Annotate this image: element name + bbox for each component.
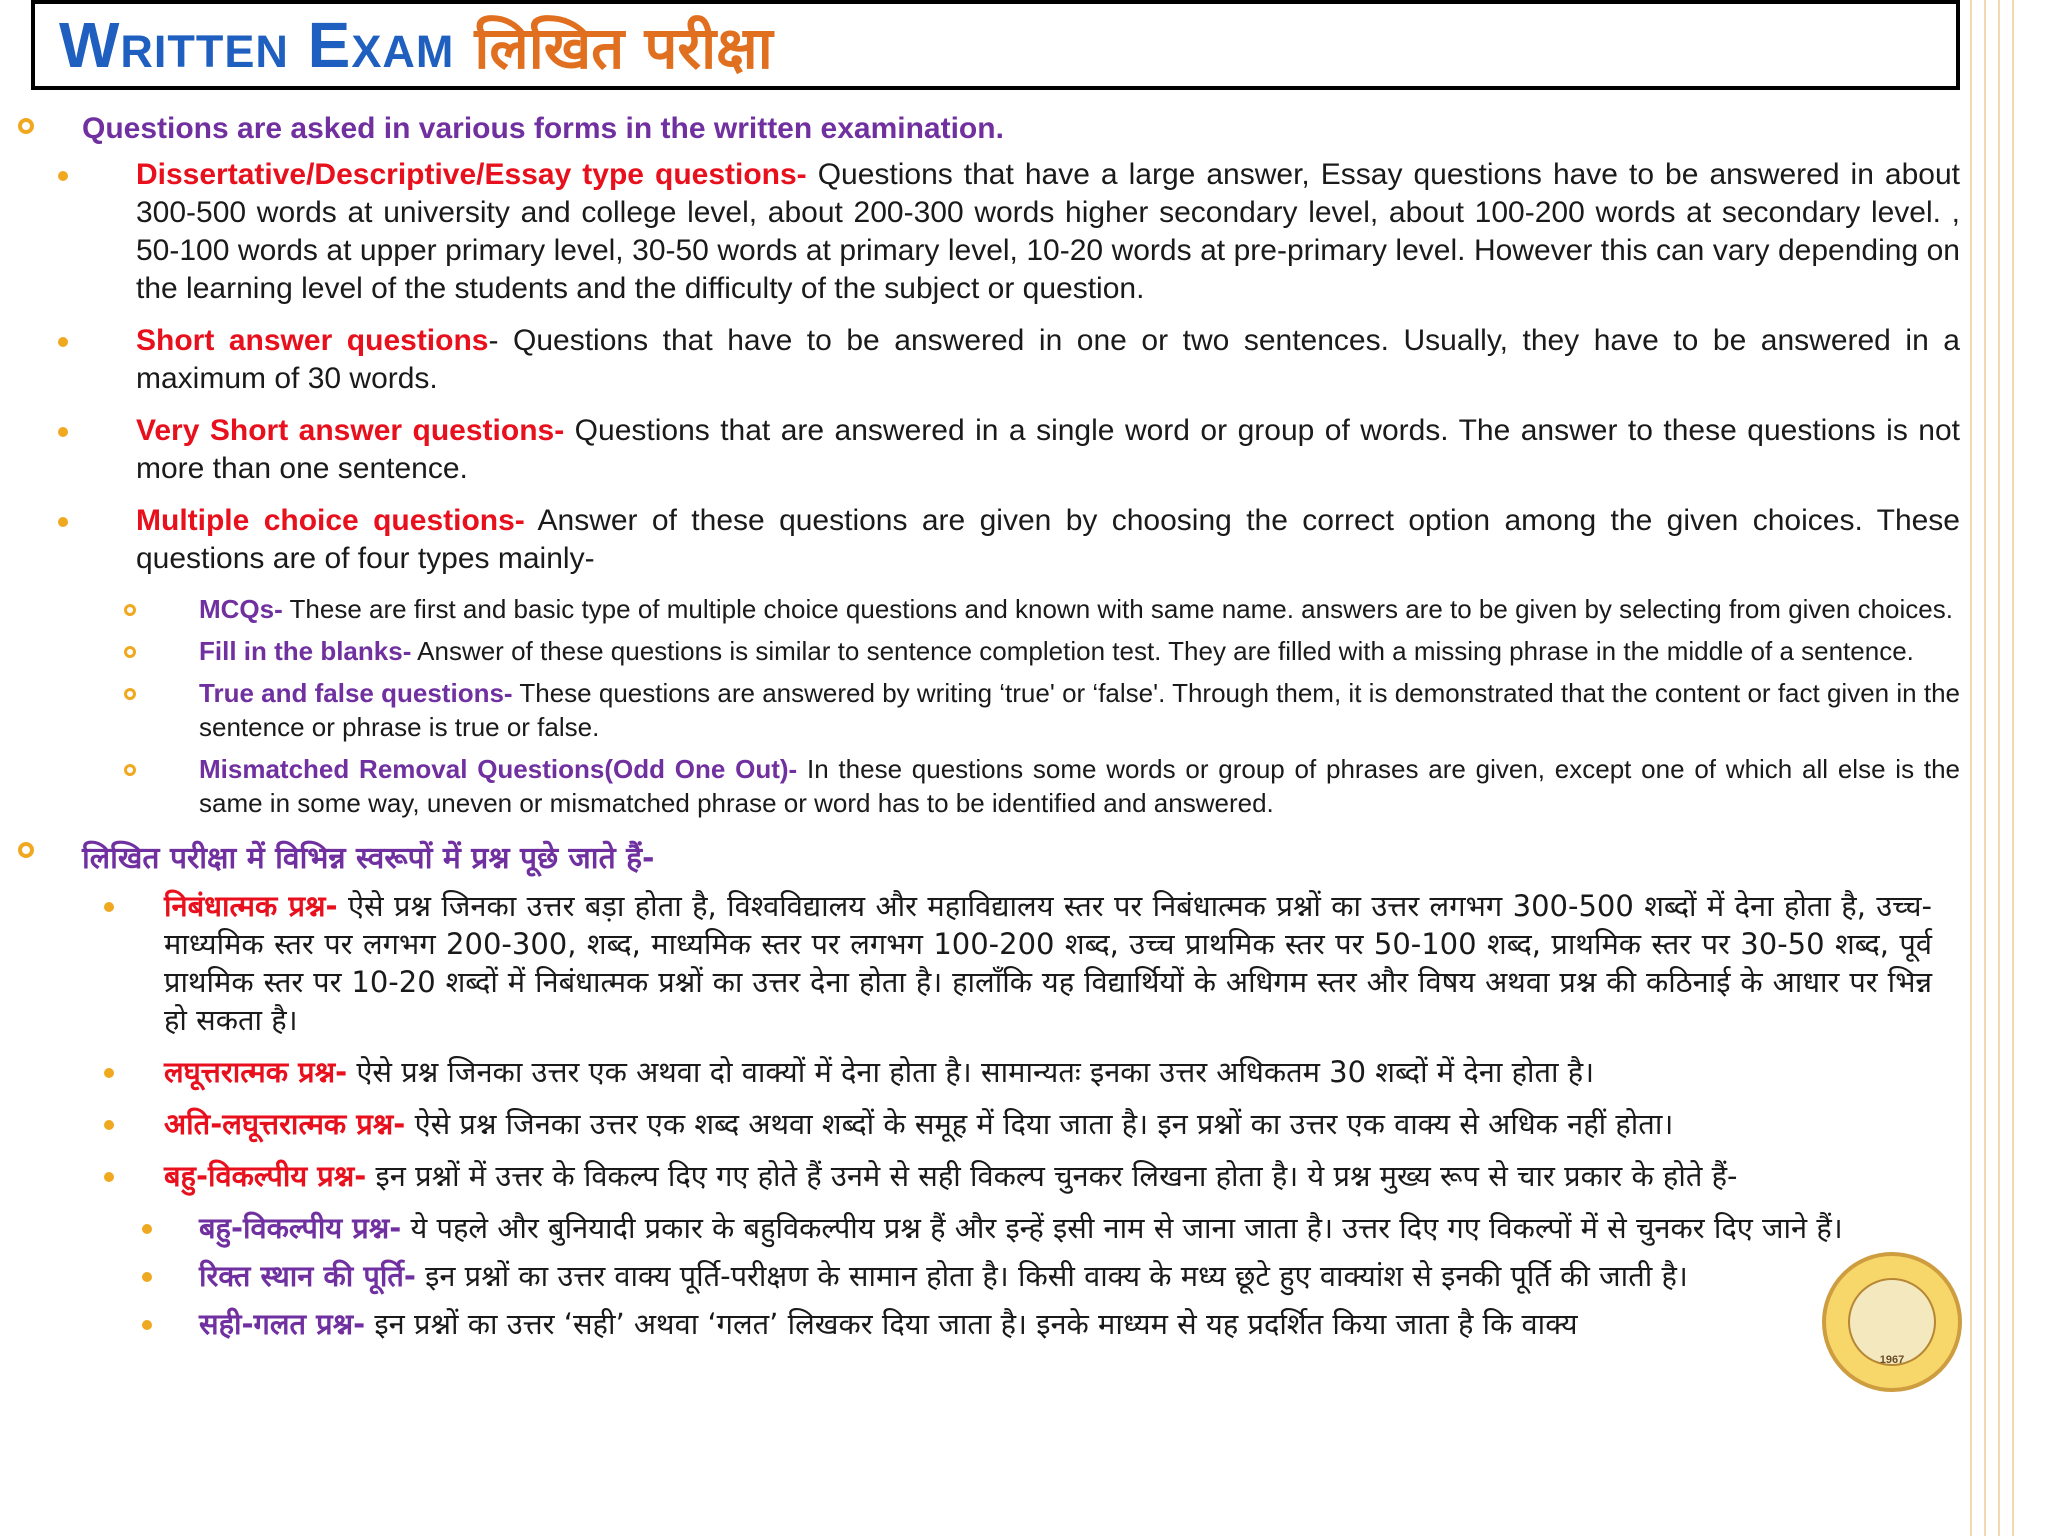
- list-item: Multiple choice questions- Answer of these questions are given by choosing the correct option among the given choices. These questions are of four types mainly-: [0, 502, 1960, 578]
- list-item: बहु-विकल्पीय प्रश्न- इन प्रश्नों में उत्तर के विकल्प दिए गए होते हैं उनमे से सही विकल्प चुनकर लिखना होता है। ये प्रश्न मुख्य रूप से चार प्रकार के होते हैं-: [0, 1157, 1960, 1195]
- hindi-intro: लिखित परीक्षा में विभिन्न स्वरूपों में प्रश्न पूछे जाते हैं-: [0, 836, 1960, 877]
- list-item: Dissertative/Descriptive/Essay type questions- Questions that have a large answer, Essay questions have to be answered in about 300-500 words at university and college level, about 200-300 words higher secondary level, about 100-200 words at secondary level. , 50-100 words at upper primary level, 30-50 words at primary level, 10-20 words at pre-primary level. However this can vary depending on the learning level of the students and the difficulty of the subject or question.: [0, 156, 1960, 308]
- dot-bullet-icon: [142, 1272, 152, 1282]
- page-title-hindi: लिखित परीक्षा: [474, 13, 773, 82]
- list-item: Very Short answer questions- Questions that are answered in a single word or group of words. The answer to these questions is not more than one sentence.: [0, 412, 1960, 488]
- sub-list-item: सही-गलत प्रश्न- इन प्रश्नों का उत्तर ‘सही’ अथवा ‘गलत’ लिखकर दिया जाता है। इनके माध्यम से यह प्रदर्शित किया जाता है कि वाक्य: [0, 1305, 1960, 1343]
- list-item: अति-लघूत्तरात्मक प्रश्न- ऐसे प्रश्न जिनका उत्तर एक शब्द अथवा शब्दों के समूह में दिया जाता है। इन प्रश्नों का उत्तर एक वाक्य से अधिक नहीं होता।: [0, 1105, 1960, 1143]
- ring-bullet-icon: [124, 688, 136, 700]
- sub-list-item: MCQs- These are first and basic type of multiple choice questions and known with same name. answers are to be given by selecting from given choices.: [0, 592, 1960, 626]
- english-intro: Questions are asked in various forms in the written examination.: [0, 112, 1960, 146]
- dot-bullet-icon: [58, 427, 68, 437]
- dot-bullet-icon: [104, 1120, 114, 1130]
- list-item: निबंधात्मक प्रश्न- ऐसे प्रश्न जिनका उत्तर बड़ा होता है, विश्वविद्यालय और महाविद्यालय स्तर पर निबंधात्मक प्रश्नों का उत्तर लगभग 300-500 शब्दों में देना होता है, उच्च-माध्यमिक स्तर पर लगभग 200-300, शब्द, माध्यमिक स्तर पर लगभग 100-200 शब्द, उच्च प्राथमिक स्तर पर 50-100 शब्द, प्राथमिक स्तर पर 30-50 शब्द, पूर्व प्राथमिक स्तर पर 10-20 शब्दों में निबंधात्मक प्रश्नों का उत्तर देना होता है। हालाँकि यह विद्यार्थियों के अधिगम स्तर और विषय अथवा प्रश्न की कठिनाई के आधार पर भिन्न हो सकता है।: [0, 887, 1960, 1039]
- ring-bullet-icon: [124, 646, 136, 658]
- list-item: Short answer questions- Questions that have to be answered in one or two sentences. Usually, they have to be answered in a maximum of 30 words.: [0, 322, 1960, 398]
- page-title-english: Written Exam: [59, 9, 455, 81]
- dot-bullet-icon: [58, 517, 68, 527]
- sub-list-item: रिक्त स्थान की पूर्ति- इन प्रश्नों का उत्तर वाक्य पूर्ति-परीक्षण के सामान होता है। किसी वाक्य के मध्य छूटे हुए वाक्यांश से इनकी पूर्ति की जाती है।: [0, 1257, 1960, 1295]
- ring-bullet-icon: [18, 842, 34, 858]
- dot-bullet-icon: [104, 1068, 114, 1078]
- sub-list-item: बहु-विकल्पीय प्रश्न- ये पहले और बुनियादी प्रकार के बहुविकल्पीय प्रश्न हैं और इन्हें इसी नाम से जाना जाता है। उत्तर दिए गए विकल्पों में से चुनकर दिए जाने हैं।: [0, 1209, 1960, 1247]
- dot-bullet-icon: [142, 1320, 152, 1330]
- slide-content: [0, 112, 1960, 1353]
- dot-bullet-icon: [58, 337, 68, 347]
- dot-bullet-icon: [104, 902, 114, 912]
- list-item: लघूत्तरात्मक प्रश्न- ऐसे प्रश्न जिनका उत्तर एक अथवा दो वाक्यों में देना होता है। सामान्यतः इनका उत्तर अधिकतम 30 शब्दों में देना होता है।: [0, 1053, 1960, 1091]
- decorative-side-stripes: [1962, 0, 2048, 1536]
- sub-list-item: True and false questions- These questions are answered by writing ‘true' or ‘false'. Through them, it is demonstrated that the content or fact given in the sentence or phrase is true or false.: [0, 676, 1960, 744]
- ring-bullet-icon: [18, 118, 34, 134]
- dot-bullet-icon: [58, 171, 68, 181]
- sub-list-item: Mismatched Removal Questions(Odd One Out)- In these questions some words or group of phrases are given, except one of which all else is the same in some way, uneven or mismatched phrase or word has to be identified and answered.: [0, 752, 1960, 820]
- college-seal-logo: [1822, 1252, 1962, 1392]
- dot-bullet-icon: [104, 1172, 114, 1182]
- dot-bullet-icon: [142, 1224, 152, 1234]
- seal-emblem-icon: [1848, 1278, 1936, 1366]
- ring-bullet-icon: [124, 604, 136, 616]
- ring-bullet-icon: [124, 764, 136, 776]
- seal-year: 1967: [1879, 1354, 1905, 1366]
- title-bar: [31, 0, 1960, 90]
- sub-list-item: Fill in the blanks- Answer of these questions is similar to sentence completion test. They are filled with a missing phrase in the middle of a sentence.: [0, 634, 1960, 668]
